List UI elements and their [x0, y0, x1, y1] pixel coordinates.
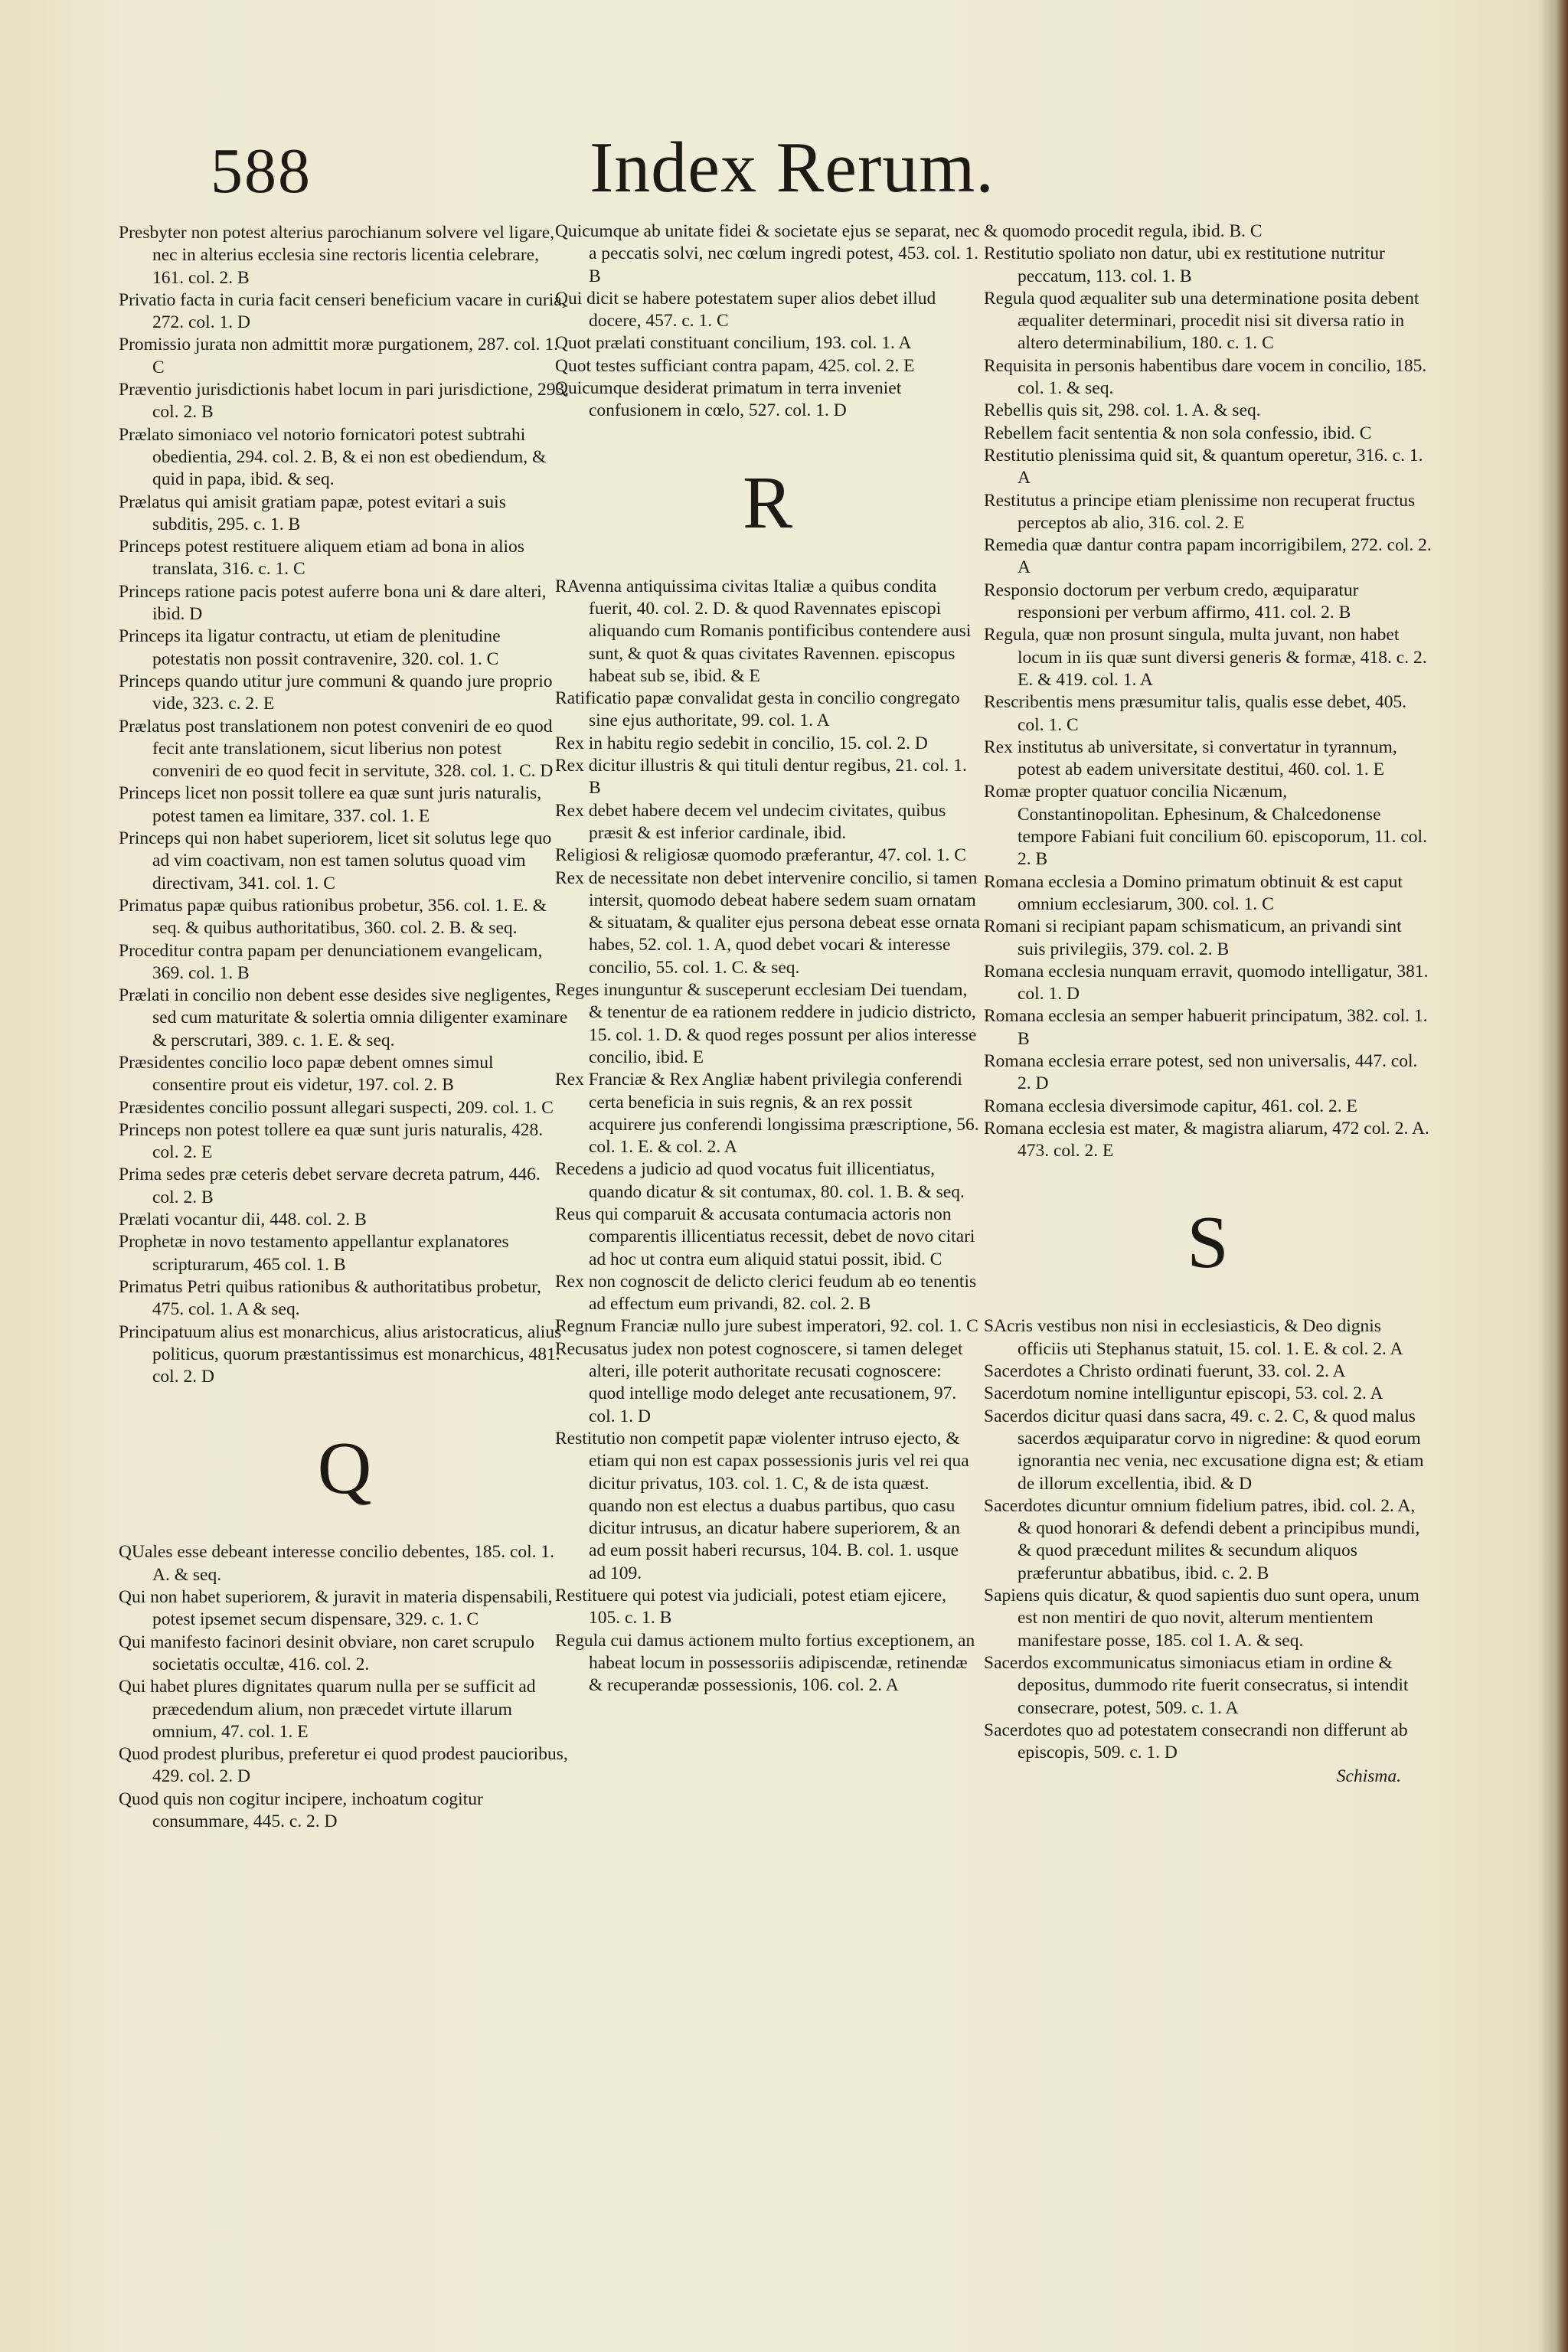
index-entry: Sacerdotes a Christo ordinati fuerunt, 33. col. 2. A [984, 1361, 1346, 1382]
catchword: Schisma. [1336, 1766, 1401, 1787]
page-edge-shadow [1537, 0, 1568, 2352]
index-entry: SAcris vestibus non nisi in ecclesiasticis, & Deo dignis officiis uti Stephanus statuit, 15. col. 1. E. & col. 2. A [984, 1316, 1403, 1359]
index-entry: Ratificatio papæ convalidat gesta in concilio congregato sine ejus authoritate, 99. col. 1. A [555, 688, 960, 731]
index-entry: Prælatus qui amisit gratiam papæ, potest evitari a suis subditis, 295. c. 1. B [119, 492, 506, 534]
index-entry: Romæ propter quatuor concilia Nicænum, Constantinopolitan. Ephesinum, & Chalcedonense tempore Fabiani fuit concilium 60. episcoporum, 11. col. 2. B [984, 782, 1427, 870]
index-entry: Princeps quando utitur jure communi & quando jure proprio vide, 323. c. 2. E [119, 671, 553, 714]
index-entry: Præsidentes concilio possunt allegari suspecti, 209. col. 1. C [119, 1097, 554, 1118]
index-entry: Præventio jurisdictionis habet locum in pari jurisdictione, 293. col. 2. B [119, 380, 570, 423]
index-column-3 [984, 220, 1432, 1806]
index-entry: Proceditur contra papam per denunciationem evangelicam, 369. col. 1. B [119, 940, 543, 983]
index-entry: Princeps ita ligatur contractu, ut etiam de plenitudine potestatis non possit contravenire, 320. col. 1. C [119, 626, 501, 669]
index-entry: Prælati in concilio non debent esse desides sive negligentes, sed cum maturitate & solertia omnia diligenter examinare & perscrutari, 389. c. 1. E. & seq. [119, 985, 568, 1050]
index-entry: Privatio facta in curia facit censeri beneficium vacare in curia, 272. col. 1. D [119, 289, 567, 333]
index-entry: Princeps qui non habet superiorem, licet sit solutus lege quo ad vim coactivam, non est tamen solutus quoad vim directivam, 341. col. 1. C [119, 828, 552, 893]
index-entry: Recusatus judex non potest cognoscere, si tamen deleget alteri, ille poterit authoritate recusati cognoscere: quod intellige modo deleget ante recusationem, 97. col. 1. D [555, 1338, 963, 1426]
index-entry: Responsio doctorum per verbum credo, æquiparatur responsioni per verbum affirmo, 411. col. 2. B [984, 580, 1359, 623]
index-entry: Rex dicitur illustris & qui tituli dentur regibus, 21. col. 1. B [555, 756, 967, 799]
index-entry: Romana ecclesia diversimode capitur, 461. col. 2. E [984, 1096, 1357, 1116]
section-letter-r: R [742, 461, 793, 544]
index-entry: Rescribentis mens præsumitur talis, qualis esse debet, 405. col. 1. C [984, 692, 1407, 735]
index-entry: Principatuum alius est monarchicus, alius aristocraticus, alius politicus, quorum præstantissimus est monarchicus, 481. col. 2. D [119, 1321, 562, 1387]
index-entry: Restitutus a principe etiam plenissime non recuperat fructus perceptos ab alio, 316. col. 2. E [984, 490, 1416, 533]
index-entry: Rex debet habere decem vel undecim civitates, quibus præsit & est inferior cardinale, ibid. [555, 800, 946, 843]
index-entry: Restitutio non competit papæ violenter intruso ejecto, & etiam qui non est capax possessionis juris vel rei qua dicitur privatus, 103. col. 1. C, & de ista quæst. quando non est electus a duabus partibus, quo casu dicitur intrusus, an dicatur habere superiorem, & an ad eum possit haberi recursus, 104. B. col. 1. usque ad 109. [555, 1428, 969, 1583]
index-entry: Regula cui damus actionem multo fortius exceptionem, an habeat locum in possessoriis adipiscendæ, retinendæ & recuperandæ possessionis, 106. col. 2. A [555, 1630, 975, 1696]
index-entry: Primatus Petri quibus rationibus & authoritatibus probetur, 475. col. 1. A & seq. [119, 1276, 541, 1320]
index-entry: Præsidentes concilio loco papæ debent omnes simul consentire prout eis videtur, 197. col. 2. B [119, 1052, 494, 1096]
index-entry: Sapiens quis dicatur, & quod sapientis duo sunt opera, unum est non mentiri de quo novit, alterum mentientem manifestare posse, 185. col 1. A. & seq. [984, 1586, 1419, 1651]
index-entry: Sacerdos dicitur quasi dans sacra, 49. c. 2. C, & quod malus sacerdos æquiparatur corvo in nigredine: & quod eorum ignorantia nec venia, nec excusatione digna est; & etiam de illorum excellentia, ibid. & D [984, 1406, 1424, 1494]
index-entry: Primatus papæ quibus rationibus probetur, 356. col. 1. E. & seq. & quibus authoritatibus, 360. col. 2. B. & seq. [119, 895, 547, 939]
index-entry: RAvenna antiquissima civitas Italiæ a quibus condita fuerit, 40. col. 2. D. & quod Ravennates episcopi aliquando cum Romanis pontificibus contendere ausi sunt, & quot & quas civitates Ravennen. episcopus habeat sub se, ibid. & E [555, 576, 972, 686]
index-entry: Prælato simoniaco vel notorio fornicatori potest subtrahi obedientia, 294. col. 2. B, & ei non est obediendum, & quid in papa, ibid. & seq. [119, 424, 547, 490]
index-entry: Quod quis non cogitur incipere, inchoatum cogitur consummare, 445. c. 2. D [119, 1788, 483, 1831]
index-entry: Sacerdotum nomine intelliguntur episcopi, 53. col. 2. A [984, 1383, 1383, 1404]
index-column-2 [555, 220, 980, 1697]
index-entry: Rex institutus ab universitate, si convertatur in tyrannum, potest ab eadem universitate destitui, 460. col. 1. E [984, 737, 1397, 780]
index-entry: Reus qui comparuit & accusata contumacia actoris non comparentis illicentiatus recessit, debet de novo citari ad hoc ut contra eum aliquid statui possit, ibid. C [555, 1204, 975, 1269]
index-entry: Regula, quæ non prosunt singula, multa juvant, non habet locum in iis quæ sunt diversi generis & formæ, 418. c. 2. E. & 419. col. 1. A [984, 625, 1427, 690]
index-entry: Quot prælati constituant concilium, 193. col. 1. A [555, 333, 912, 354]
index-entry: Quicumque ab unitate fidei & societate ejus se separat, nec a peccatis solvi, nec cœlum ingredi potest, 453. col. 1. B [555, 221, 980, 286]
running-title: Index Rerum. [590, 128, 995, 207]
index-entry: Romani si recipiant papam schismaticum, an privandi sint suis privilegiis, 379. col. 2. B [984, 916, 1402, 959]
index-entry: Religiosi & religiosæ quomodo præferantur, 47. col. 1. C [555, 845, 966, 866]
index-entry: & quomodo procedit regula, ibid. B. C [984, 221, 1263, 241]
index-entry: Rebellem facit sententia & non sola confessio, ibid. C [984, 423, 1372, 443]
section-letter-s: S [1187, 1201, 1229, 1285]
index-entry: Restituere qui potest via judiciali, potest etiam ejicere, 105. c. 1. B [555, 1586, 946, 1628]
index-entry: Prælati vocantur dii, 448. col. 2. B [119, 1210, 367, 1230]
index-entry: Qui manifesto facinori desinit obviare, non caret scrupulo societatis occultæ, 416. col. 2. [119, 1632, 534, 1674]
index-entry: Romana ecclesia an semper habuerit principatum, 382. col. 1. B [984, 1006, 1428, 1049]
index-entry: Princeps licet non possit tollere ea quæ sunt juris naturalis, potest tamen ea limitare, 337. col. 1. E [119, 783, 542, 826]
index-entry: Recedens a judicio ad quod vocatus fuit illicentiatus, quando dicatur & sit contumax, 80. col. 1. B. & seq. [555, 1159, 965, 1202]
page-number: 588 [211, 136, 312, 207]
index-entry: Rex non cognoscit de delicto clerici feudum ab eo tenentis ad effectum eum privandi, 82. col. 2. B [555, 1271, 977, 1315]
index-entry: Qui dicit se habere potestatem super alios debet illud docere, 457. c. 1. C [555, 288, 936, 332]
index-entry: Rex de necessitate non debet intervenire concilio, si tamen intersit, quomodo debeat habere sedem suam ornatam & situatam, & qualiter ejus persona debeat esse ornata habes, 52. col. 1. A, quod debet vocari & interesse concilio, 55. col. 1. C. & seq. [555, 867, 980, 978]
index-entry: Prophetæ in novo testamento appellantur explanatores scripturarum, 465 col. 1. B [119, 1232, 509, 1275]
index-entry: Princeps potest restituere aliquem etiam ad bona in alios translata, 316. c. 1. C [119, 537, 524, 580]
index-entry: Romana ecclesia a Domino primatum obtinuit & est caput omnium ecclesiarum, 300. col. 1. C [984, 871, 1403, 914]
index-entry: Rex Franciæ & Rex Angliæ habent privilegia conferendi certa beneficia in suis regnis, & an rex possit acquirere jus conferendi longissima præscriptione, 56. col. 1. E. & col. 2. A [555, 1070, 979, 1158]
index-entry: Presbyter non potest alterius parochianum solvere vel ligare, nec in alterius ecclesia sine rectoris licentia celebrare, 161. col. 2. B [119, 223, 555, 288]
index-entry: Quicumque desiderat primatum in terra inveniet confusionem in cœlo, 527. col. 1. D [555, 378, 902, 421]
index-entry: Prima sedes præ ceteris debet servare decreta patrum, 446. col. 2. B [119, 1165, 541, 1207]
index-entry: Prælatus post translationem non potest conveniri de eo quod fecit ante translationem, sicut liberius non potest conveniri de eo quod fecit in servitute, 328. col. 1. C. D [119, 716, 554, 782]
index-entry: Restitutio spoliato non datur, ubi ex restitutione nutritur peccatum, 113. col. 1. B [984, 243, 1385, 286]
index-entry: QUales esse debeant interesse concilio debentes, 185. col. 1. A. & seq. [119, 1542, 555, 1585]
index-entry: Regnum Franciæ nullo jure subest imperatori, 92. col. 1. C [555, 1316, 978, 1337]
index-entry: Remedia quæ dantur contra papam incorrigibilem, 272. col. 2. A [984, 535, 1432, 578]
index-entry: Romana ecclesia est mater, & magistra aliarum, 472 col. 2. A. 473. col. 2. E [984, 1118, 1429, 1161]
section-letter-q: Q [317, 1427, 372, 1511]
index-entry: Sacerdotes quo ad potestatem consecrandi non differunt ab episcopis, 509. c. 1. D [984, 1720, 1408, 1763]
index-entry: Restitutio plenissima quid sit, & quantum operetur, 316. c. 1. A [984, 445, 1423, 488]
index-entry: Rex in habitu regio sedebit in concilio, 15. col. 2. D [555, 733, 928, 753]
index-column-1 [119, 222, 570, 1833]
index-entry: Princeps non potest tollere ea quæ sunt juris naturalis, 428. col. 2. E [119, 1119, 544, 1163]
index-entry: Sacerdotes dicuntur omnium fidelium patres, ibid. col. 2. A, & quod honorari & defendi debent a principibus mundi, & quod præcedunt milites & secundum aliquos præferuntur abbatibus, ibid. c. 2. B [984, 1495, 1420, 1583]
index-entry: Promissio jurata non admittit moræ purgationem, 287. col. 1. C [119, 335, 558, 377]
index-entry: Requisita in personis habentibus dare vocem in concilio, 185. col. 1. & seq. [984, 355, 1427, 399]
index-entry: Quod prodest pluribus, preferetur ei quod prodest paucioribus, 429. col. 2. D [119, 1744, 568, 1787]
index-entry: Romana ecclesia errare potest, sed non universalis, 447. col. 2. D [984, 1050, 1418, 1094]
index-entry: Romana ecclesia nunquam erravit, quomodo intelligatur, 381. col. 1. D [984, 961, 1429, 1004]
index-entry: Reges inunguntur & susceperunt ecclesiam Dei tuendam, & tenentur de ea rationem reddere in judicio districto, 15. col. 1. D. & quod reges possunt per alios interesse concilio, ibid. E [555, 980, 977, 1067]
index-entry: Rebellis quis sit, 298. col. 1. A. & seq. [984, 400, 1261, 421]
index-entry: Qui non habet superiorem, & juravit in materia dispensabili, potest ipsemet secum dispensare, 329. c. 1. C [119, 1587, 553, 1630]
index-entry: Regula quod æqualiter sub una determinatione posita debent æqualiter determinari, procedit nisi sit diversa ratio in altero determinabilium, 180. c. 1. C [984, 288, 1419, 354]
index-entry: Qui habet plures dignitates quarum nulla per se sufficit ad præcedendum alium, non præcedet virtute illarum omnium, 47. col. 1. E [119, 1677, 536, 1742]
index-entry: Sacerdos excommunicatus simoniacus etiam in ordine & depositus, dummodo rite fuerit consecratus, si intendit consecrare, potest, 509. c. 1. A [984, 1652, 1409, 1718]
index-entry: Quot testes sufficiant contra papam, 425. col. 2. E [555, 355, 915, 376]
index-entry: Princeps ratione pacis potest auferre bona uni & dare alteri, ibid. D [119, 581, 547, 625]
